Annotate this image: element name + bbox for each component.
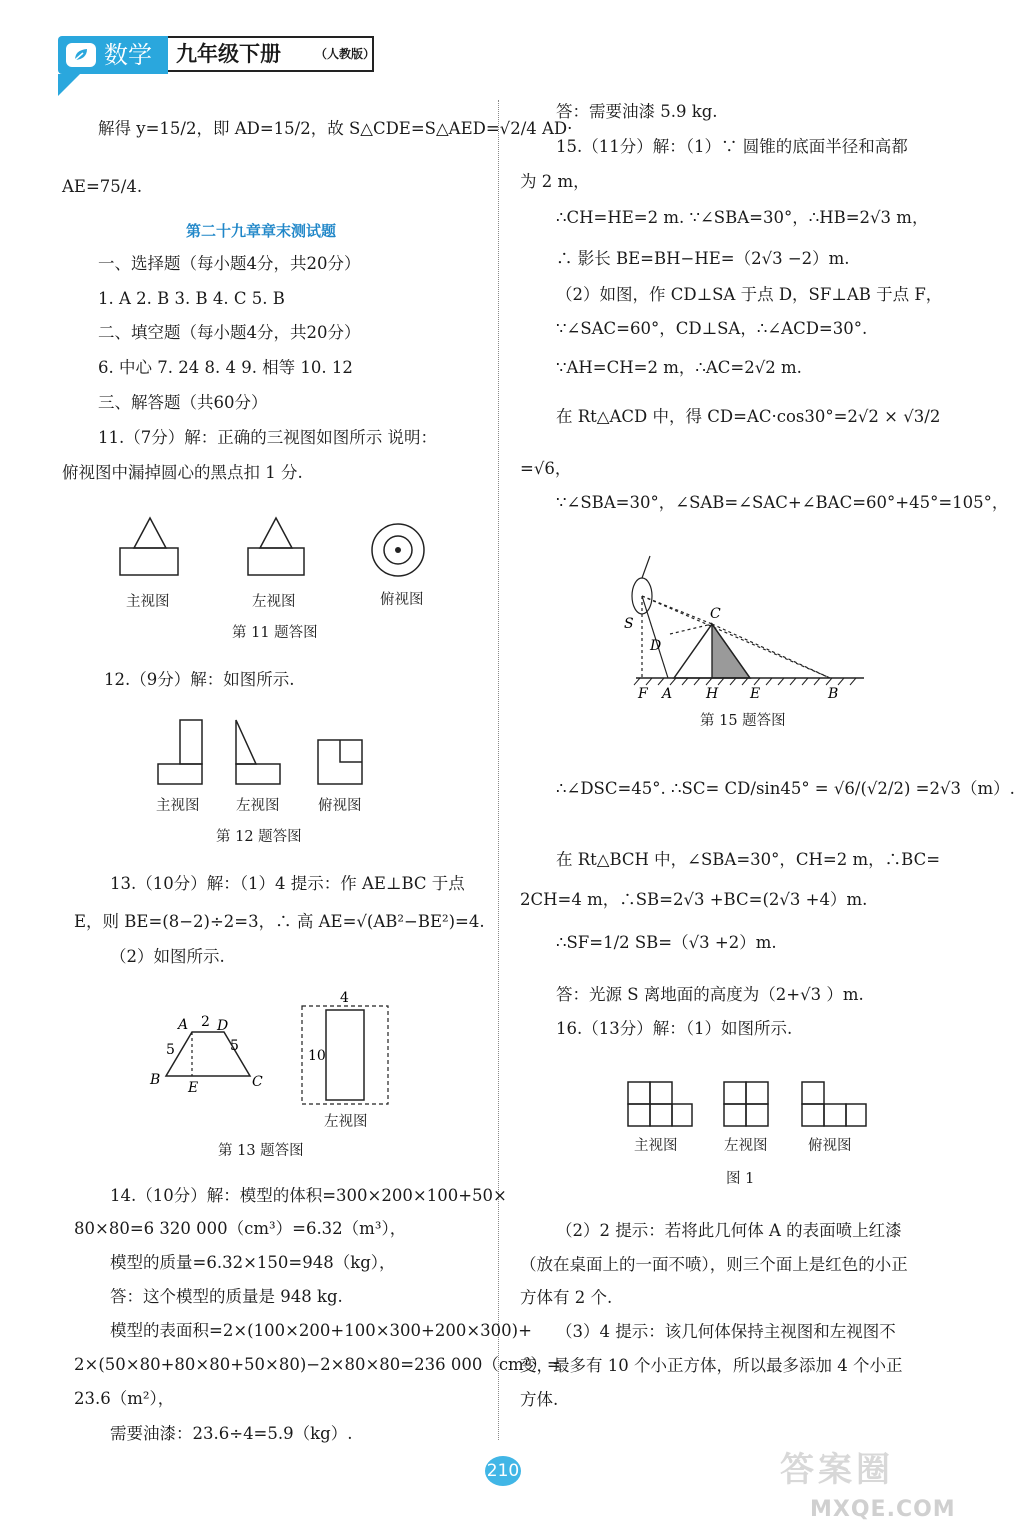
f13-n5a: 5 <box>166 1042 175 1058</box>
f11-top-label: 俯视图 <box>380 592 424 608</box>
f16-top-label: 俯视图 <box>808 1138 852 1154</box>
f15-E: E <box>750 686 761 702</box>
edition-label: （人教版） <box>315 47 376 61</box>
f11-front-label: 主视图 <box>126 594 170 610</box>
q14-line8: 需要油漆：23.6÷4=5.9（kg）. <box>110 1424 353 1443</box>
f15-S: S <box>624 616 634 632</box>
r-line8: ∵AH=CH=2 m，∴AC=2√2 m. <box>556 358 802 377</box>
section-solve: 三、解答题（共60分） <box>98 393 268 412</box>
q14-line6: 2×(50×80+80×80+50×80)−2×80×80=236 000（cm²）= <box>74 1355 561 1374</box>
r-line12: ∴∠DSC=45°. ∴SC= CD/sin45° = √6/(√2/2) =2√3（m）. <box>556 779 1015 798</box>
q11-line1: 11.（7分）解：正确的三视图如图所示 说明： <box>98 428 437 447</box>
q13-line3: （2）如图所示. <box>110 947 225 966</box>
q14-line3: 模型的质量=6.32×150=948（kg）， <box>110 1253 396 1272</box>
f11-front-view <box>120 518 178 575</box>
f13-n5b: 5 <box>230 1038 239 1054</box>
f16-top-view <box>802 1082 866 1126</box>
f11-left-view <box>248 518 304 575</box>
r-line16: 答：光源 S 离地面的高度为（2+√3 ）m. <box>556 985 864 1004</box>
f13-n4: 4 <box>340 990 349 1006</box>
header-badge-tail <box>58 74 80 96</box>
f12-left-label: 左视图 <box>236 798 280 814</box>
f12-caption: 第 12 题答图 <box>216 829 302 845</box>
f13-n2: 2 <box>201 1014 210 1030</box>
figure-15 <box>620 548 880 708</box>
r-line18: （2）2 提示：若将此几何体 A 的表面喷上红漆 <box>556 1221 902 1240</box>
r-line10: =√6， <box>520 459 572 478</box>
q13-line2: E，则 BE=(8−2)÷2=3，∴ 高 AE=√(AB²−BE²)=4. <box>74 912 485 931</box>
f13-leftview-label: 左视图 <box>324 1114 368 1130</box>
figure-16-views <box>620 1074 880 1134</box>
q12-line: 12.（9分）解：如图所示. <box>104 670 295 689</box>
q14-line7: 23.6（m²）， <box>74 1389 175 1408</box>
r-line13: 在 Rt△BCH 中，∠SBA=30°，CH=2 m，∴BC= <box>556 850 941 869</box>
r-line3: 为 2 m， <box>520 172 590 191</box>
figure-12-views <box>150 714 370 790</box>
answers-choice: 1. A 2. B 3. B 4. C 5. B <box>98 289 285 308</box>
r-line6: （2）如图，作 CD⊥SA 于点 D，SF⊥AB 于点 F， <box>556 285 943 304</box>
answers-fill: 6. 中心 7. 24 8. 4 9. 相等 10. 12 <box>98 358 353 377</box>
r-line22: 变，最多有 10 个小正方体，所以最多添加 4 个小正 <box>520 1356 903 1375</box>
figure-13 <box>140 984 400 1114</box>
line-l1: 解得 y=15/2，即 AD=15/2，故 S△CDE=S△AED=√2/4 AD· <box>98 119 573 138</box>
f13-D: D <box>217 1018 229 1034</box>
watermark-url: MXQE.COM <box>810 1497 956 1522</box>
column-divider <box>498 100 499 1440</box>
r-line9: 在 Rt△ACD 中，得 CD=AC·cos30°=2√2 × √3/2 <box>556 407 941 426</box>
r-line17: 16.（13分）解：（1）如图所示. <box>556 1019 793 1038</box>
f16-front-label: 主视图 <box>634 1138 678 1154</box>
f13-A: A <box>178 1017 189 1033</box>
f15-caption: 第 15 题答图 <box>700 713 786 729</box>
f16-left-view <box>724 1082 768 1126</box>
page-number: 210 <box>485 1456 521 1486</box>
r-line4: ∴CH=HE=2 m. ∵∠SBA=30°，∴HB=2√3 m， <box>556 208 929 227</box>
f12-top-label: 俯视图 <box>318 798 362 814</box>
r-line1: 答：需要油漆 5.9 kg. <box>556 102 718 121</box>
watermark-logo: 答案圈 <box>780 1450 894 1490</box>
r-line15: ∴SF=1/2 SB=（√3 +2）m. <box>556 933 777 952</box>
q14-line5: 模型的表面积=2×(100×200+100×300+200×300)+ <box>110 1321 532 1340</box>
f15-C: C <box>710 606 721 622</box>
book-logo-icon <box>66 43 96 67</box>
f12-left-view <box>236 720 280 784</box>
f16-caption: 图 1 <box>726 1171 755 1187</box>
r-line11: ∵∠SBA=30°，∠SAB=∠SAC+∠BAC=60°+45°=105°， <box>556 493 1009 512</box>
f13-B: B <box>150 1072 161 1088</box>
f11-top-view <box>372 524 424 576</box>
f13-n10: 10 <box>308 1048 326 1064</box>
r-line20: 方体有 2 个. <box>520 1288 613 1307</box>
f15-cone <box>674 624 750 678</box>
f12-top-view <box>318 740 362 784</box>
q11-line2: 俯视图中漏掉圆心的黑点扣 1 分. <box>62 463 303 482</box>
q14-line2: 80×80=6 320 000（cm³）=6.32（m³）， <box>74 1219 407 1238</box>
r-line7: ∵∠SAC=60°，CD⊥SA，∴∠ACD=30°. <box>556 319 868 338</box>
section-fill: 二、填空题（每小题4分，共20分） <box>98 323 361 342</box>
subject-label: 数学 <box>104 41 152 69</box>
r-line21: （3）4 提示：该几何体保持主视图和左视图不 <box>556 1322 896 1341</box>
f15-H: H <box>706 686 719 702</box>
f15-light-source <box>632 556 652 614</box>
q14-line4: 答：这个模型的质量是 948 kg. <box>110 1287 343 1306</box>
f13-C: C <box>252 1074 263 1090</box>
figure-11-views <box>110 510 450 582</box>
f15-ground <box>634 678 864 685</box>
q13-line1: 13.（10分）解：（1）4 提示：作 AE⊥BC 于点 <box>110 874 465 893</box>
f12-front-label: 主视图 <box>156 798 200 814</box>
f13-caption: 第 13 题答图 <box>218 1143 304 1159</box>
r-line14: 2CH=4 m，∴SB=2√3 +BC=(2√3 +4）m. <box>520 890 868 909</box>
f12-front-view <box>158 720 202 784</box>
f11-caption: 第 11 题答图 <box>232 625 318 641</box>
r-line19: （放在桌面上的一面不喷），则三个面上是红色的小正 <box>520 1255 908 1274</box>
f15-A: A <box>662 686 673 702</box>
q14-line1: 14.（10分）解：模型的体积=300×200×100+50× <box>110 1186 507 1205</box>
r-line2: 15.（11分）解：（1）∵ 圆锥的底面半径和高都 <box>556 137 908 156</box>
f16-left-label: 左视图 <box>724 1138 768 1154</box>
line-l2: AE=75/4. <box>62 177 143 196</box>
section-choice: 一、选择题（每小题4分，共20分） <box>98 254 361 273</box>
f15-F: F <box>638 686 648 702</box>
chapter-title: 第二十九章章末测试题 <box>186 222 337 240</box>
f11-left-label: 左视图 <box>252 594 296 610</box>
grade-label: 九年级下册 <box>176 42 281 66</box>
f15-B: B <box>828 686 839 702</box>
r-line23: 方体. <box>520 1390 559 1409</box>
f16-front-view <box>628 1082 692 1126</box>
r-line5: ∴ 影长 BE=BH−HE=（2√3 −2）m. <box>556 249 850 268</box>
f13-E: E <box>188 1080 199 1096</box>
f15-D: D <box>650 638 662 654</box>
